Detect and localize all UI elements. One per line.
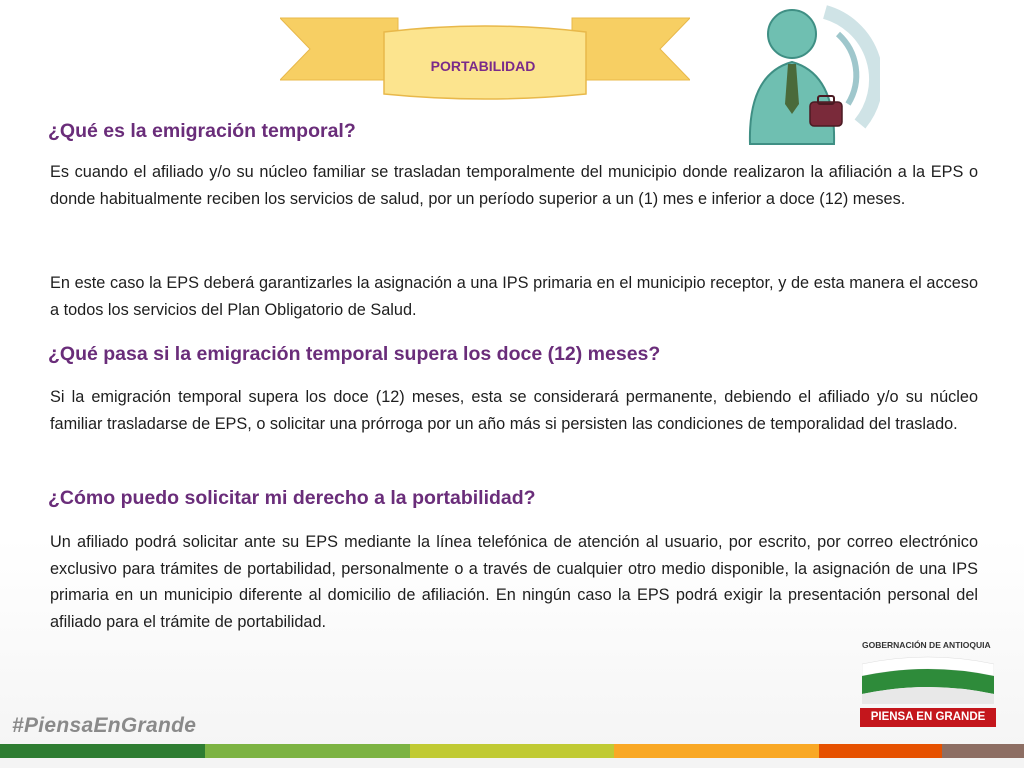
footer-stripe [614,744,819,758]
footer-stripe [410,744,615,758]
banner-label: PORTABILIDAD [430,58,536,74]
gobernacion-antioquia-logo [858,638,998,730]
section-heading-emigracion-temporal: ¿Qué es la emigración temporal? [48,120,356,142]
footer-stripe [819,744,942,758]
section-heading-solicitar-portabilidad: ¿Cómo puedo solicitar mi derecho a la portabilidad? [48,487,536,509]
hashtag-piensa-en-grande: #PiensaEnGrande [12,714,197,737]
logo-slogan: PIENSA EN GRANDE [860,708,996,727]
paragraph-solicitud: Un afiliado podrá solicitar ante su EPS mediante la línea telefónica de atención al usuario, por escrito, por correo electrónico exclusivo para trámites de portabilidad, personalmente o a través de cualquier otro medio disponible, la asignación de una IPS primaria en un municipio diferente al domicilio de afiliación. En ningún caso la EPS podrá exigir la presentación personal del afiliado para el trámite de portabilidad. [50,533,978,631]
antioquia-flag-icon [862,654,994,704]
footer-color-bar [0,744,1024,758]
businessman-mascot-icon [730,4,880,154]
paragraph-permanente: Si la emigración temporal supera los doce (12) meses, esta se considerará permanente, debiendo el afiliado y/o su núcleo familiar trasladarse de EPS, o solicitar una prórroga por un año más si persisten las condiciones de temporalidad del traslado. [50,388,978,433]
portabilidad-banner [280,14,690,104]
footer-stripe [205,744,410,758]
paragraph-definicion: Es cuando el afiliado y/o su núcleo familiar se trasladan temporalmente del municipio donde realizaron la afiliación a la EPS o donde habitualmente reciben los servicios de salud, por un período superior a un (1) mes e inferior a doce (12) meses. [50,163,978,208]
paragraph-garantia: En este caso la EPS deberá garantizarles la asignación a una IPS primaria en el municipio receptor, y de esta manera el acceso a todos los servicios del Plan Obligatorio de Salud. [50,274,978,319]
logo-title: GOBERNACIÓN DE ANTIOQUIA [862,640,991,650]
footer-stripe [942,744,1024,758]
section-heading-supera-doce-meses: ¿Qué pasa si la emigración temporal supera los doce (12) meses? [48,343,661,365]
footer-stripe [0,744,205,758]
